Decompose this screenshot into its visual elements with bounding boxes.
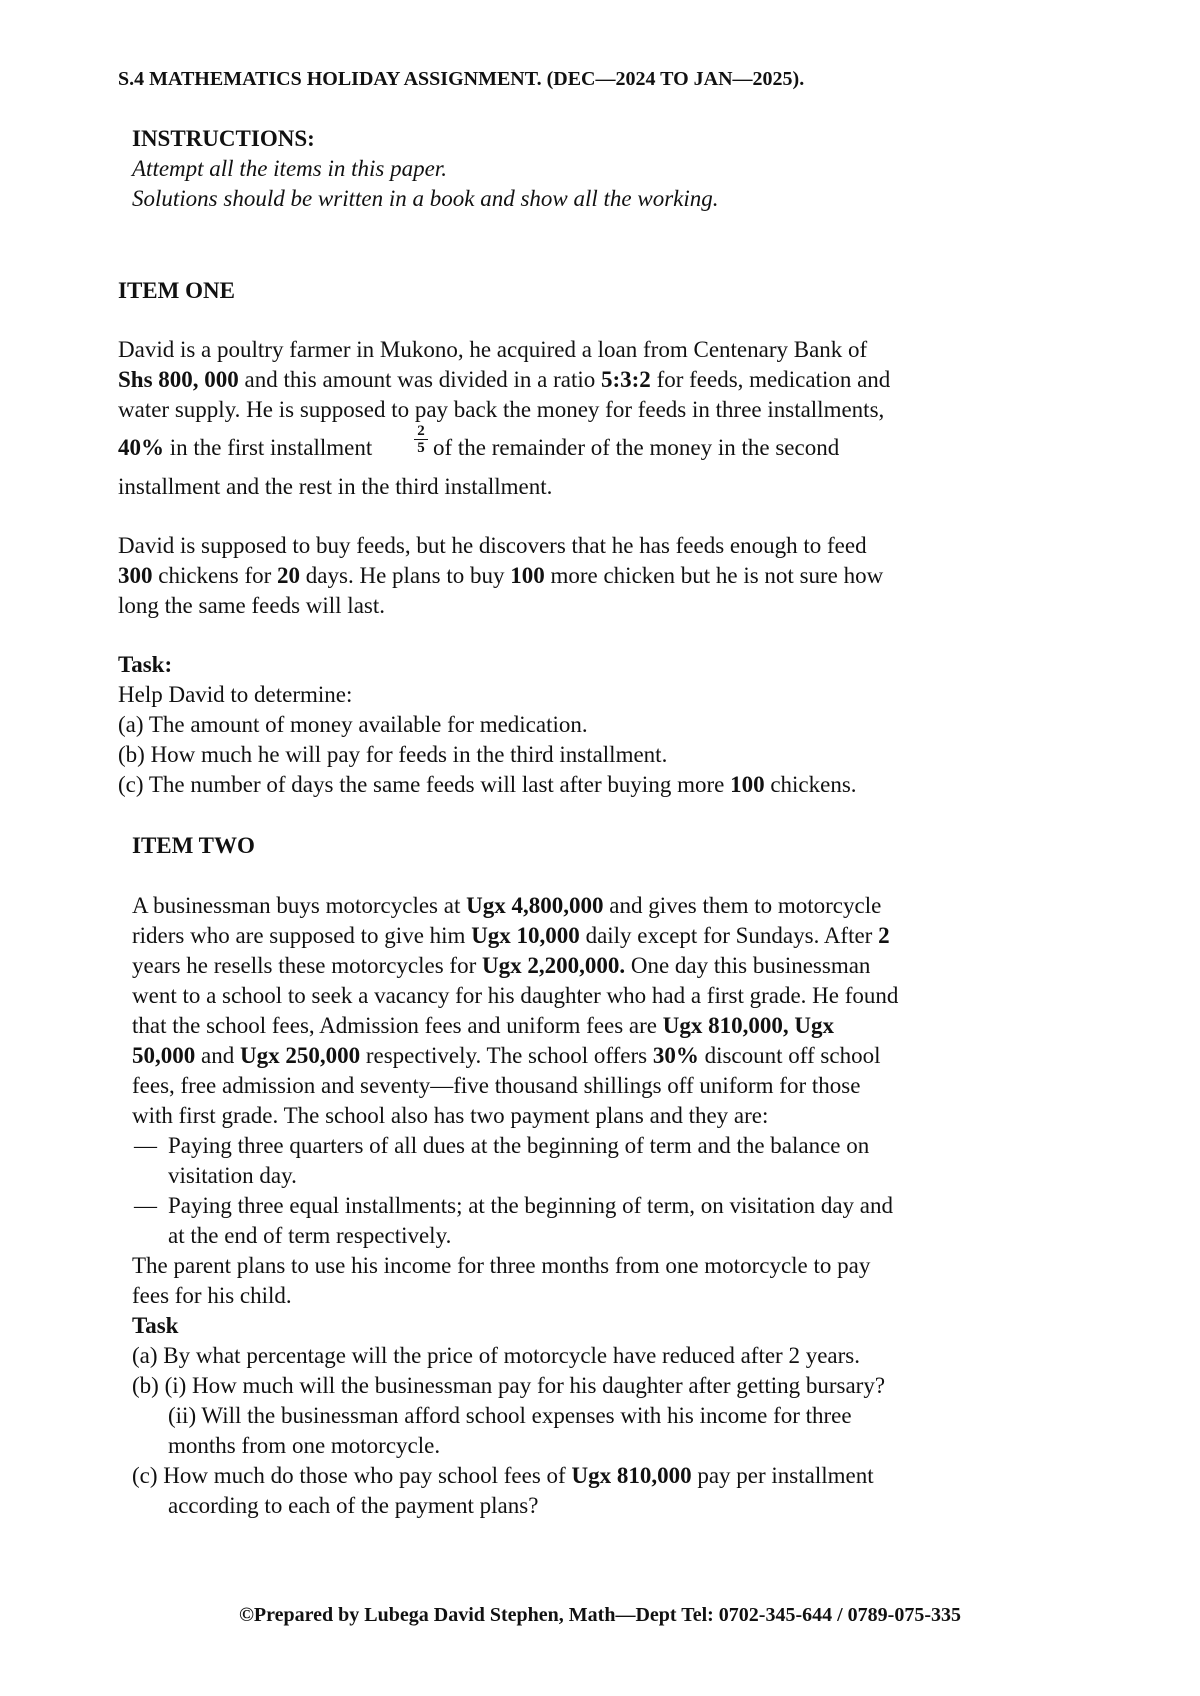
fraction-two-fifths xyxy=(414,424,428,455)
item-one-task-b: (b) How much he will pay for feeds in the third installment. xyxy=(118,742,668,767)
item-two-text-line: fees, free admission and seventy—five thousand shillings off uniform for those xyxy=(132,1073,861,1098)
item-one-task-c: (c) The number of days the same feeds will last after buying more 100 chickens. xyxy=(118,772,857,797)
item-two-text-line: that the school fees, Admission fees and uniform fees are Ugx 810,000, Ugx xyxy=(132,1013,834,1038)
item-one-text-line: Shs 800, 000 and this amount was divided in a ratio 5:3:2 for feeds, medication and xyxy=(118,367,891,392)
item-two-text-line: riders who are supposed to give him Ugx 10,000 daily except for Sundays. After 2 xyxy=(132,923,890,948)
instruction-line-2: Solutions should be written in a book and show all the working. xyxy=(132,186,719,211)
document-title: S.4 MATHEMATICS HOLIDAY ASSIGNMENT. (DEC—2024 TO JAN—2025). xyxy=(118,68,805,90)
footer-credit: ©Prepared by Lubega David Stephen, Math—Dept Tel: 0702-345-644 / 0789-075-335 xyxy=(238,1604,961,1626)
fraction-numerator: 2 xyxy=(414,424,428,440)
item-one-text-line: David is a poultry farmer in Mukono, he acquired a loan from Centenary Bank of xyxy=(118,337,868,362)
payment-plan-1-line: Paying three quarters of all dues at the beginning of term and the balance on xyxy=(168,1133,870,1158)
item-two-heading: ITEM TWO xyxy=(132,833,255,858)
item-two-text-line: The parent plans to use his income for three months from one motorcycle to pay xyxy=(132,1253,871,1278)
item-two-task-a: (a) By what percentage will the price of motorcycle have reduced after 2 years. xyxy=(132,1343,860,1368)
instruction-line-1: Attempt all the items in this paper. xyxy=(132,156,447,181)
item-two-text-line: A businessman buys motorcycles at Ugx 4,800,000 and gives them to motorcycle xyxy=(132,893,882,918)
item-one-text-line: David is supposed to buy feeds, but he discovers that he has feeds enough to feed xyxy=(118,533,867,558)
item-two-task-c: according to each of the payment plans? xyxy=(168,1493,539,1518)
item-one-text-line: installment and the rest in the third installment. xyxy=(118,474,553,499)
item-one-task-a: (a) The amount of money available for medication. xyxy=(118,712,588,737)
item-two-task-b-ii: (ii) Will the businessman afford school expenses with his income for three xyxy=(168,1403,852,1428)
fraction-denominator: 5 xyxy=(417,440,425,456)
item-two-text-line: 50,000 and Ugx 250,000 respectively. The school offers 30% discount off school xyxy=(132,1043,881,1068)
item-one-text-line: water supply. He is supposed to pay back the money for feeds in three installments, xyxy=(118,397,885,422)
item-one-task-heading: Task: xyxy=(118,652,173,677)
payment-plan-2-line: Paying three equal installments; at the beginning of term, on visitation day and xyxy=(168,1193,893,1218)
dash-bullet-icon: — xyxy=(134,1193,157,1218)
item-two-text-line: with first grade. The school also has two payment plans and they are: xyxy=(132,1103,769,1128)
item-two-task-b-i: (b) (i) How much will the businessman pay for his daughter after getting bursary? xyxy=(132,1373,886,1398)
item-two-text-line: years he resells these motorcycles for Ugx 2,200,000. One day this businessman xyxy=(132,953,871,978)
item-one-text-line: 40% in the first installment xyxy=(118,435,373,460)
item-one-text-line: of the remainder of the money in the second xyxy=(433,435,840,460)
item-one-heading: ITEM ONE xyxy=(118,278,235,303)
item-two-task-heading: Task xyxy=(132,1313,179,1338)
item-one-text-line: long the same feeds will last. xyxy=(118,593,385,618)
instructions-heading: INSTRUCTIONS: xyxy=(132,126,315,151)
item-two-task-b-ii: months from one motorcycle. xyxy=(168,1433,441,1458)
item-two-task-c: (c) How much do those who pay school fees of Ugx 810,000 pay per installment xyxy=(132,1463,874,1488)
dash-bullet-icon: — xyxy=(134,1133,157,1158)
item-two-text-line: fees for his child. xyxy=(132,1283,292,1308)
item-one-text-line: 300 chickens for 20 days. He plans to buy 100 more chicken but he is not sure how xyxy=(118,563,884,588)
item-two-text-line: went to a school to seek a vacancy for his daughter who had a first grade. He found xyxy=(132,983,899,1008)
payment-plan-1-line: visitation day. xyxy=(168,1163,297,1188)
item-one-task-intro: Help David to determine: xyxy=(118,682,353,707)
payment-plan-2-line: at the end of term respectively. xyxy=(168,1223,452,1248)
